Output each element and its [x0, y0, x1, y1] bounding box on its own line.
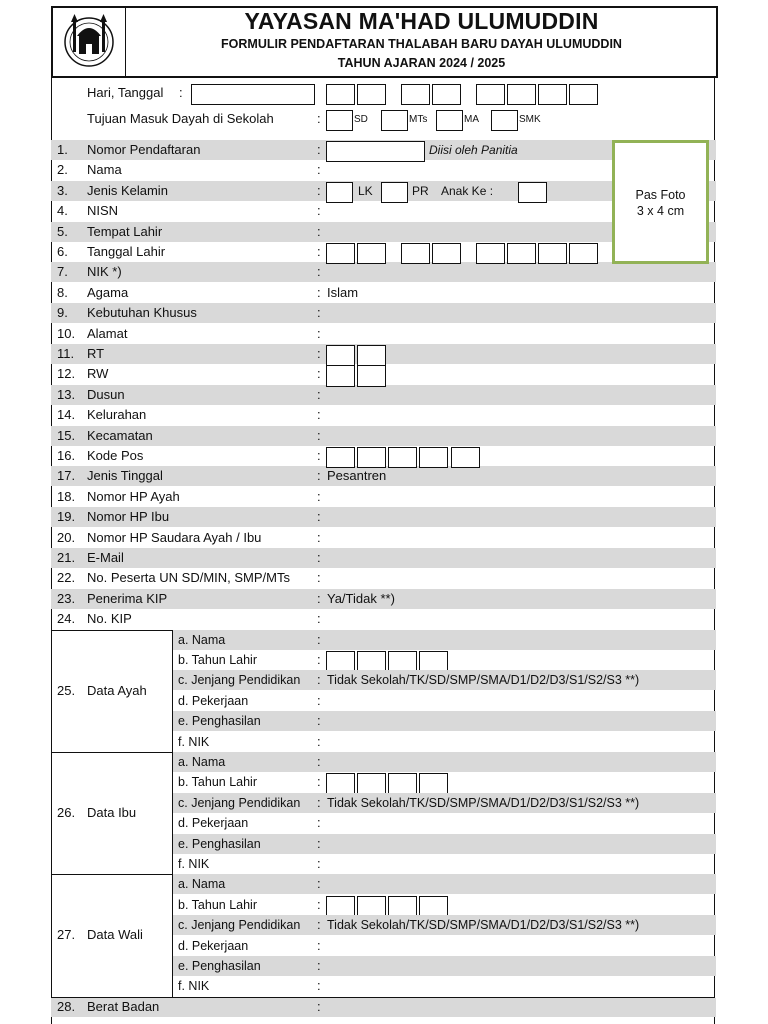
row-shading: [51, 385, 716, 405]
row-number: 22.: [57, 570, 76, 586]
row-shading: [173, 752, 716, 772]
colon: :: [317, 366, 321, 382]
colon: :: [317, 203, 321, 219]
colon: :: [317, 407, 321, 423]
colon: :: [317, 631, 321, 647]
field-label-f23: Penerima KIP: [87, 590, 168, 606]
colon: :: [317, 488, 321, 504]
ma-checkbox[interactable]: [436, 110, 463, 131]
colon: :: [317, 305, 321, 321]
row-number: 5.: [57, 223, 68, 239]
postal-code-digit-box[interactable]: [451, 447, 480, 468]
pr-checkbox[interactable]: [381, 182, 408, 203]
anak-ke-label: Anak Ke :: [441, 183, 494, 198]
row-number: 24.: [57, 611, 76, 627]
date-digit-box[interactable]: [432, 84, 461, 105]
row-number: 16.: [57, 448, 76, 463]
colon: :: [317, 896, 321, 912]
colon: :: [317, 142, 321, 157]
row-number: 7.: [57, 264, 68, 280]
row-number: 17.: [57, 468, 76, 484]
field-label-f6: Tanggal Lahir: [87, 244, 166, 259]
field-label-f9: Kebutuhan Khusus: [87, 305, 197, 321]
colon: :: [317, 917, 321, 933]
wali-birth-year-digit-box[interactable]: [419, 896, 448, 917]
colon: :: [317, 550, 321, 565]
wali-jenjang-value[interactable]: Tidak Sekolah/TK/SD/SMP/SMA/D1/D2/D3/S1/S2/S3 **): [327, 918, 640, 933]
ibu-birth-year-digit-box[interactable]: [388, 773, 417, 794]
date-digit-box[interactable]: [538, 84, 567, 105]
ibu-penghasilan-label: e. Penghasilan: [178, 836, 261, 851]
wali-birth-year-digit-box[interactable]: [357, 896, 386, 917]
date-digit-box[interactable]: [401, 84, 430, 105]
birth-date-digit-box[interactable]: [357, 243, 386, 264]
rt-digit-box[interactable]: [326, 345, 355, 366]
photo-label: Pas Foto: [635, 188, 686, 202]
colon: :: [317, 652, 321, 667]
colon: :: [317, 835, 321, 851]
mts-option-label: MTs: [409, 114, 428, 125]
colon: :: [317, 448, 321, 463]
ayah-birth-year-digit-box[interactable]: [357, 651, 386, 672]
birth-date-digit-box[interactable]: [507, 243, 536, 264]
field-label-f22: No. Peserta UN SD/MIN, SMP/MTs: [87, 570, 290, 586]
ibu-birth-year-digit-box[interactable]: [419, 773, 448, 794]
header-titles: [129, 8, 714, 73]
row-shading: [51, 262, 716, 282]
date-digit-box[interactable]: [476, 84, 505, 105]
colon: :: [317, 611, 321, 627]
colon: :: [179, 85, 183, 100]
colon: :: [317, 978, 321, 994]
postal-code-digit-box[interactable]: [326, 447, 355, 468]
colon: :: [317, 815, 321, 831]
colon: :: [317, 284, 321, 300]
birth-date-digit-box[interactable]: [432, 243, 461, 264]
colon: :: [317, 672, 321, 688]
rw-digit-box[interactable]: [326, 365, 355, 386]
wali-penghasilan-label: e. Penghasilan: [178, 959, 261, 973]
institution-title: YAYASAN MA'HAD ULUMUDDIN: [244, 8, 599, 34]
group-label-ibu: Data Ibu: [87, 805, 137, 820]
field-label-f11: RT: [87, 346, 105, 361]
birth-date-digit-box[interactable]: [476, 243, 505, 264]
smk-option-label: SMK: [519, 114, 541, 125]
field-label-f15: Kecamatan: [87, 427, 153, 443]
form-subtitle: FORMULIR PENDAFTARAN THALABAH BARU DAYAH ULUMUDDIN: [221, 37, 622, 51]
colon: :: [317, 856, 321, 871]
wali-pekerjaan-label: d. Pekerjaan: [178, 938, 249, 953]
colon: :: [317, 244, 321, 259]
row-number: 28.: [57, 998, 76, 1014]
row-number: 4.: [57, 203, 68, 219]
row-number: 14.: [57, 407, 76, 423]
date-digit-box[interactable]: [569, 84, 598, 105]
row-number: 15.: [57, 427, 76, 443]
colon: :: [317, 264, 321, 280]
ayah-jenjang-value[interactable]: Tidak Sekolah/TK/SD/SMP/SMA/D1/D2/D3/S1/S2/S3 **): [327, 673, 640, 688]
ayah-birth-year-digit-box[interactable]: [419, 651, 448, 672]
colon: :: [317, 427, 321, 443]
colon: :: [317, 182, 321, 198]
row-number: 13.: [57, 386, 76, 402]
row-number: 18.: [57, 488, 76, 504]
colon: :: [317, 774, 321, 790]
row-number: 6.: [57, 244, 68, 259]
mts-checkbox[interactable]: [381, 110, 408, 131]
field-label-f12: RW: [87, 366, 109, 382]
row-number: 21.: [57, 550, 76, 565]
ibu-nama-label: a. Nama: [178, 755, 226, 769]
colon: :: [317, 325, 321, 341]
ibu-jenjang-value[interactable]: Tidak Sekolah/TK/SD/SMP/SMA/D1/D2/D3/S1/S2/S3 **): [327, 795, 640, 810]
colon: :: [317, 733, 321, 749]
colon: :: [317, 570, 321, 586]
postal-code-digit-box[interactable]: [388, 447, 417, 468]
field-label-f24: No. KIP: [87, 611, 132, 627]
field-label-f21: E-Mail: [87, 550, 124, 565]
row-number: 19.: [57, 509, 76, 525]
field-value-f17[interactable]: Pesantren: [327, 468, 387, 484]
colon: :: [317, 111, 321, 126]
field-label-f17: Jenis Tinggal: [87, 468, 163, 484]
rt-digit-box[interactable]: [357, 345, 386, 366]
wali-birth-year-digit-box[interactable]: [388, 896, 417, 917]
group-label-wali: Data Wali: [87, 927, 143, 943]
tujuan-label: Tujuan Masuk Dayah di Sekolah: [87, 111, 274, 126]
field-label-f10: Alamat: [87, 325, 128, 341]
rw-digit-box[interactable]: [357, 365, 386, 386]
ayah-nama-label: a. Nama: [178, 632, 226, 647]
ayah-jenjang-label: c. Jenjang Pendidikan: [178, 673, 301, 688]
group-label-ayah: Data Ayah: [87, 682, 147, 698]
row-shading: [173, 874, 716, 894]
colon: :: [317, 223, 321, 239]
field-label-f19: Nomor HP Ibu: [87, 509, 170, 525]
field-label-f5: Tempat Lahir: [87, 223, 163, 239]
anak-ke-input[interactable]: [518, 182, 547, 203]
row-number: 3.: [57, 182, 68, 198]
field-label-f14: Kelurahan: [87, 407, 147, 423]
field-label-f3: Jenis Kelamin: [87, 182, 168, 198]
ayah-tahun-label: b. Tahun Lahir: [178, 653, 257, 667]
postal-code-digit-box[interactable]: [357, 447, 386, 468]
lk-checkbox[interactable]: [326, 182, 353, 203]
hari-tanggal-input[interactable]: [191, 84, 315, 105]
colon: :: [317, 468, 321, 484]
nomor-pendaftaran-input[interactable]: [326, 141, 425, 162]
academic-year: TAHUN AJARAN 2024 / 2025: [337, 56, 506, 70]
field-label-f2: Nama: [87, 162, 122, 178]
row-number: 10.: [57, 325, 76, 341]
row-number: 2.: [57, 162, 68, 178]
row-number: 11.: [57, 346, 75, 361]
row-number: 1.: [57, 142, 68, 157]
ibu-birth-year-digit-box[interactable]: [357, 773, 386, 794]
ibu-pekerjaan-label: d. Pekerjaan: [178, 816, 249, 831]
ibu-birth-year-digit-box[interactable]: [326, 773, 355, 794]
field-label-f1: Nomor Pendaftaran: [87, 142, 201, 157]
wali-birth-year-digit-box[interactable]: [326, 896, 355, 917]
field-label-f4: NISN: [87, 203, 119, 219]
row-number: 12.: [57, 366, 76, 382]
wali-nama-label: a. Nama: [178, 877, 226, 892]
pr-label: PR: [412, 183, 429, 198]
row-number: 25.: [57, 682, 76, 698]
ma-option-label: MA: [464, 114, 479, 125]
birth-date-digit-box[interactable]: [538, 243, 567, 264]
colon: :: [317, 692, 321, 708]
colon: :: [317, 346, 321, 361]
photo-size-label: 3 x 4 cm: [636, 204, 685, 218]
wali-tahun-label: b. Tahun Lahir: [178, 897, 257, 912]
field-label-f20: Nomor HP Saudara Ayah / Ibu: [87, 529, 262, 545]
registration-form: [51, 6, 716, 1024]
sd-checkbox[interactable]: [326, 110, 353, 131]
row-number: 26.: [57, 805, 76, 820]
wali-jenjang-label: c. Jenjang Pendidikan: [178, 918, 301, 933]
sd-option-label: SD: [354, 114, 368, 125]
row-shading: [173, 630, 716, 650]
row-number: 23.: [57, 590, 76, 606]
birth-date-digit-box[interactable]: [326, 243, 355, 264]
field-value-f23[interactable]: Ya/Tidak **): [327, 590, 395, 606]
colon: :: [317, 509, 321, 525]
ayah-penghasilan-label: e. Penghasilan: [178, 714, 261, 729]
smk-checkbox[interactable]: [491, 110, 518, 131]
birth-date-digit-box[interactable]: [569, 243, 598, 264]
colon: :: [317, 876, 321, 892]
row-number: 9.: [57, 305, 68, 321]
field-label-f18: Nomor HP Ayah: [87, 488, 180, 504]
ayah-birth-year-digit-box[interactable]: [388, 651, 417, 672]
ibu-nik-label: f. NIK: [178, 857, 210, 871]
wali-nik-label: f. NIK: [178, 979, 210, 994]
form-header: [51, 6, 718, 78]
dayah-logo-icon: [53, 8, 125, 76]
field-value-f8[interactable]: Islam: [327, 284, 359, 300]
row-number: 20.: [57, 529, 76, 545]
panitia-note: Diisi oleh Panitia: [429, 143, 518, 157]
colon: :: [317, 754, 321, 769]
colon: :: [317, 386, 321, 402]
date-digit-box[interactable]: [326, 84, 355, 105]
logo-cell: [53, 8, 126, 76]
row-number: 8.: [57, 284, 68, 300]
colon: :: [317, 937, 321, 953]
field-label-f8: Agama: [87, 284, 129, 300]
row-number: 27.: [57, 927, 76, 943]
colon: :: [317, 529, 321, 545]
colon: :: [317, 162, 321, 178]
ayah-birth-year-digit-box[interactable]: [326, 651, 355, 672]
lk-label: LK: [358, 183, 373, 198]
ayah-pekerjaan-label: d. Pekerjaan: [178, 693, 249, 708]
date-digit-box[interactable]: [357, 84, 386, 105]
colon: :: [317, 590, 321, 606]
photo-placeholder[interactable]: [612, 140, 709, 264]
colon: :: [317, 794, 321, 810]
postal-code-digit-box[interactable]: [419, 447, 448, 468]
field-label-f7: NIK *): [87, 264, 122, 280]
field-label-f28: Berat Badan: [87, 998, 160, 1014]
birth-date-digit-box[interactable]: [401, 243, 430, 264]
colon: :: [317, 998, 321, 1014]
colon: :: [317, 958, 321, 973]
date-digit-box[interactable]: [507, 84, 536, 105]
colon: :: [317, 713, 321, 729]
field-label-f13: Dusun: [87, 386, 125, 402]
ayah-nik-label: f. NIK: [178, 734, 210, 749]
hari-tanggal-label: Hari, Tanggal: [87, 85, 164, 100]
ibu-jenjang-label: c. Jenjang Pendidikan: [178, 795, 301, 810]
ibu-tahun-label: b. Tahun Lahir: [178, 775, 257, 790]
row-shading: [51, 548, 716, 568]
field-label-f16: Kode Pos: [87, 448, 144, 463]
